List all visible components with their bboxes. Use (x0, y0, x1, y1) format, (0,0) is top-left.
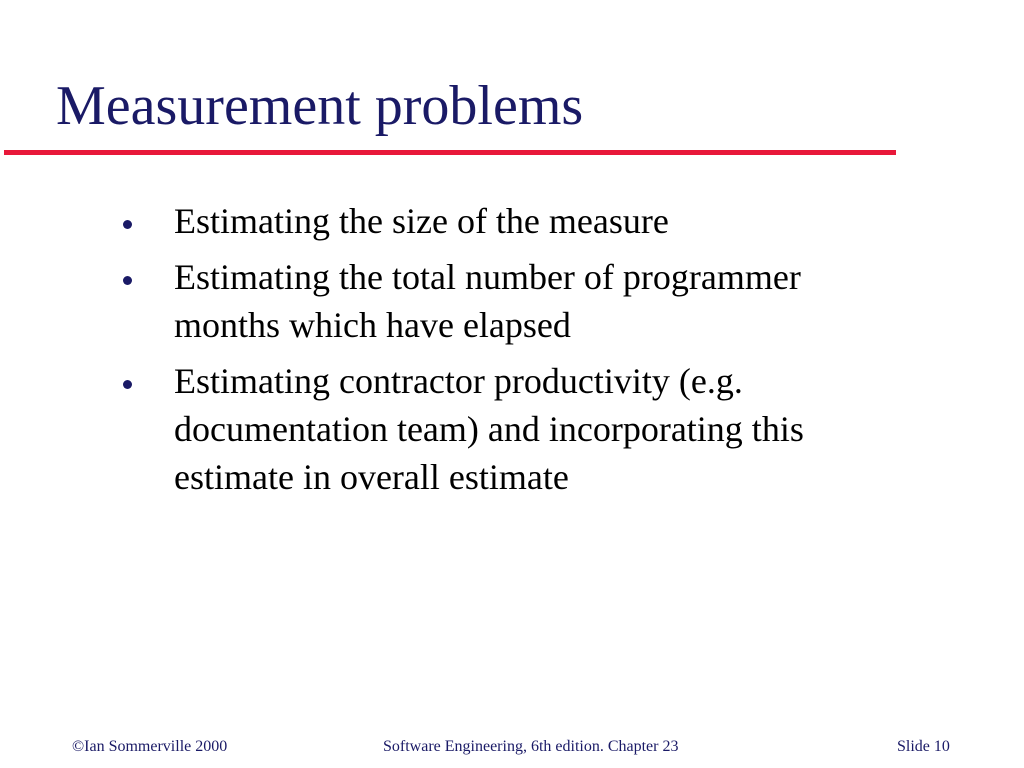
footer-copyright: ©Ian Sommerville 2000 (72, 738, 228, 755)
bullet-dot-icon (123, 276, 132, 285)
footer-slide-number: Slide 10 (897, 738, 950, 755)
bullet-item (120, 357, 900, 501)
bullet-item (120, 253, 900, 349)
slide-title: Measurement problems (56, 75, 584, 137)
bullet-dot-icon (123, 380, 132, 389)
footer-book-title: Software Engineering, 6th edition. Chapter 23 (383, 738, 679, 755)
title-underline (4, 150, 896, 155)
bullet-text: Estimating the total number of programmer months which have elapsed (174, 257, 801, 345)
bullet-text: Estimating the size of the measure (174, 201, 669, 241)
bullet-item (120, 197, 900, 245)
bullet-list (120, 197, 900, 509)
bullet-dot-icon (123, 220, 132, 229)
bullet-text: Estimating contractor productivity (e.g. documentation team) and incorporating this estimate in overall estimate (174, 361, 804, 497)
